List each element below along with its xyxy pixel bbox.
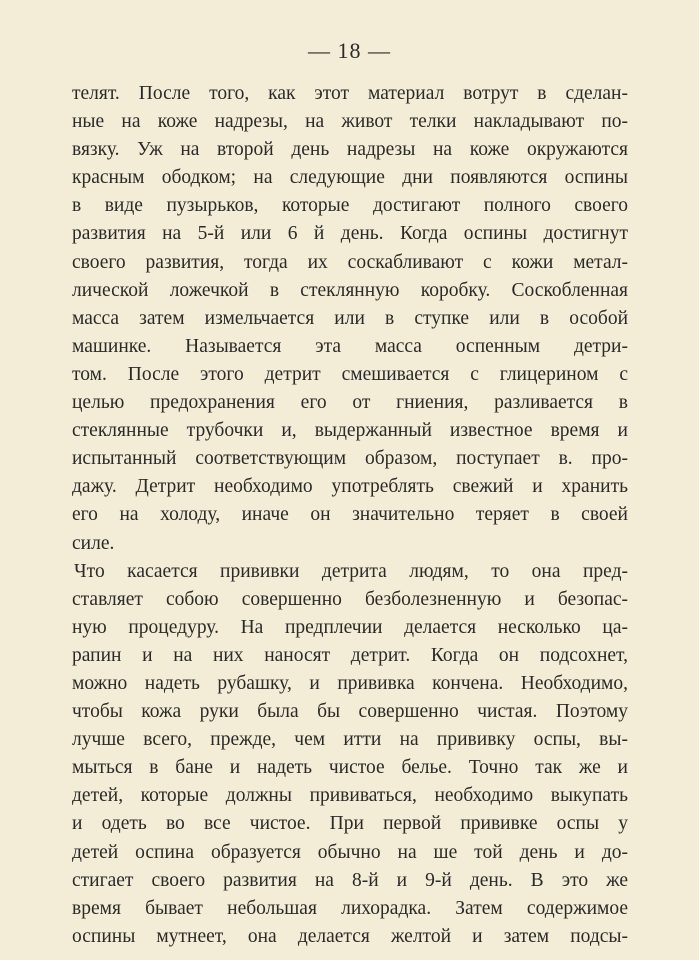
text-line: масса затем измельчается или в ступке или в особой bbox=[72, 307, 628, 329]
text-line: время бывает небольшая лихорадка. Затем содержимое bbox=[72, 897, 628, 919]
text-line: силе. bbox=[72, 532, 115, 554]
text-line: и одеть во все чистое. При первой прививке оспы у bbox=[72, 813, 628, 835]
text-line: в виде пузырьков, которые достигают полного своего bbox=[72, 195, 628, 217]
text-line: телят. После того, как этот материал вотрут в сделан- bbox=[72, 83, 628, 104]
text-line: оспины мутнеет, она делается желтой и затем подсы- bbox=[72, 925, 628, 947]
text-line: рапин и на них наносят детрит. Когда он подсохнет, bbox=[72, 644, 628, 666]
text-line: ные на коже надрезы, на живот телки накладывают по- bbox=[72, 111, 628, 133]
text-line: мыться в бане и надеть чистое белье. Точно так же и bbox=[72, 757, 628, 779]
text-line: Что касается прививки детрита людям, то она пред- bbox=[74, 560, 628, 582]
text-line: лической ложечкой в стеклянную коробку. Соскобленная bbox=[72, 279, 628, 301]
text-line: дажу. Детрит необходимо употреблять свежий и хранить bbox=[72, 476, 628, 498]
text-line: ставляет собою совершенно безболезненную и безопас- bbox=[72, 588, 628, 610]
text-line: детей оспина образуется обычно на ше той день и до- bbox=[72, 841, 628, 863]
body-text bbox=[72, 80, 628, 951]
text-line: чтобы кожа руки была бы совершенно чистая. Поэтому bbox=[72, 701, 628, 723]
text-line: своего развития, тогда их соскабливают с кожи метал- bbox=[72, 251, 628, 273]
text-line: том. После этого детрит смешивается с глицерином с bbox=[72, 363, 628, 385]
text-line: можно надеть рубашку, и прививка кончена. Необходимо, bbox=[72, 672, 628, 694]
text-line: испытанный соответствующим образом, поступает в. про- bbox=[72, 448, 628, 470]
paragraph-2 bbox=[72, 558, 628, 951]
text-line: детей, которые должны прививаться, необходимо выкупать bbox=[72, 785, 628, 807]
text-line: ную процедуру. На предплечии делается несколько ца- bbox=[72, 616, 628, 638]
text-line: лучше всего, прежде, чем итти на прививку оспы, вы- bbox=[72, 729, 628, 751]
page-number: — 18 — bbox=[308, 38, 391, 63]
text-line: его на холоду, иначе он значительно теряет в своей bbox=[72, 504, 628, 526]
text-line: красным ободком; на следующие дни появляются оспины bbox=[72, 167, 628, 189]
text-line: стеклянные трубочки и, выдержанный известное время и bbox=[72, 420, 628, 442]
text-line: целью предохранения его от гниения, разливается в bbox=[72, 392, 628, 414]
paragraph-1 bbox=[72, 80, 628, 558]
text-line: вязку. Уж на второй день надрезы на коже окружаются bbox=[72, 139, 628, 161]
text-line: развития на 5-й или 6 й день. Когда оспины достигнут bbox=[72, 223, 628, 245]
text-line: машинке. Называется эта масса оспенным детри- bbox=[72, 335, 628, 357]
text-line: стигает своего развития на 8-й и 9-й день. В это же bbox=[72, 869, 628, 891]
